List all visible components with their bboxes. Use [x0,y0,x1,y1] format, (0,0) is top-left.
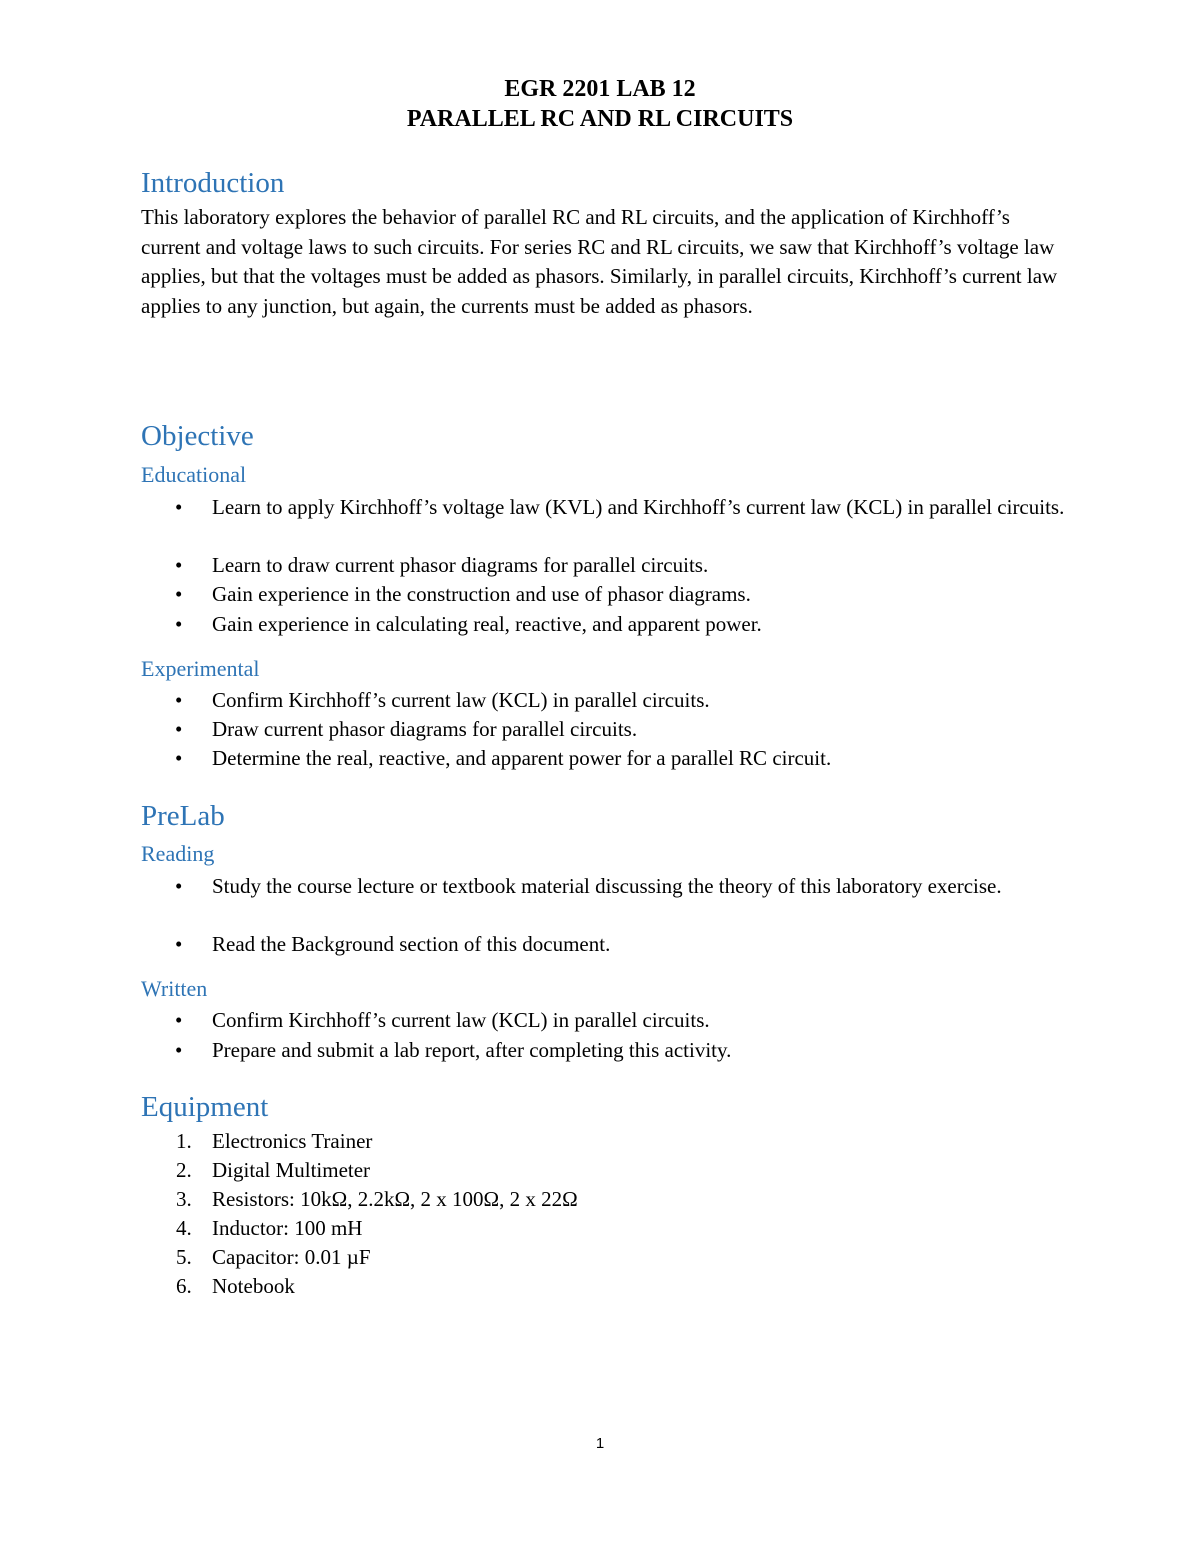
list-item-text: Resistors: 10kΩ, 2.2kΩ, 2 x 100Ω, 2 x 22Ω [212,1187,578,1211]
bullet-icon: • [175,1008,183,1032]
bullet-icon: • [175,1038,183,1062]
list-item-text: Confirm Kirchhoff’s current law (KCL) in parallel circuits. [212,688,710,712]
list-item [141,580,1071,609]
list-item-text: Learn to draw current phasor diagrams for parallel circuits. [212,553,709,577]
equipment-heading: Equipment [141,1091,269,1123]
list-item-text: Inductor: 100 mH [212,1216,363,1240]
list-number: 3. [176,1187,192,1211]
list-item [141,493,1071,522]
introduction-heading: Introduction [141,167,285,199]
page-number: 1 [595,1435,605,1452]
list-item-text: Electronics Trainer [212,1129,373,1153]
list-item [141,551,1071,580]
list-item [141,1156,1071,1185]
bullet-icon: • [175,874,183,898]
list-item [141,1243,1071,1272]
list-item [141,1214,1071,1243]
list-number: 4. [176,1216,192,1240]
list-item-text: Study the course lecture or textbook material discussing the theory of this laboratory exercise. [212,874,1002,898]
list-item-text: Determine the real, reactive, and apparent power for a parallel RC circuit. [212,746,832,770]
reading-subheading: Reading [141,841,215,866]
list-item [141,1036,1071,1065]
introduction-paragraph: This laboratory explores the behavior of parallel RC and RL circuits, and the application of Kirchhoff’s current and voltage laws to such circuits. For series RC and RL circuits, we saw that Kirchhoff’s voltage law applies, but that the voltages must be added as phasors. Similarly, in parallel circuits, Kirchhoff’s current law applies to any junction, but again, the currents must be added as phasors. [141,205,1058,318]
list-item-text: Read the Background section of this document. [212,932,611,956]
list-item-text: Gain experience in the construction and use of phasor diagrams. [212,582,751,606]
list-item [141,610,1071,639]
bullet-icon: • [175,688,183,712]
list-item [141,686,1071,715]
list-item [141,872,1071,901]
list-item-text: Confirm Kirchhoff’s current law (KCL) in parallel circuits. [212,1008,710,1032]
bullet-icon: • [175,612,183,636]
written-subheading: Written [141,976,208,1001]
bullet-icon: • [175,932,183,956]
list-item-text: Notebook [212,1274,295,1298]
list-item [141,1006,1071,1035]
list-number: 5. [176,1245,192,1269]
bullet-icon: • [175,553,183,577]
list-item-text: Gain experience in calculating real, reactive, and apparent power. [212,612,762,636]
list-item-text: Learn to apply Kirchhoff’s voltage law (KVL) and Kirchhoff’s current law (KCL) in parallel circuits. [212,495,1065,519]
bullet-icon: • [175,582,183,606]
prelab-heading: PreLab [141,800,225,832]
objective-heading: Objective [141,420,254,452]
bullet-icon: • [175,717,183,741]
list-item-text: Prepare and submit a lab report, after completing this activity. [212,1038,732,1062]
list-number: 2. [176,1158,192,1182]
list-item-text: Digital Multimeter [212,1158,371,1182]
list-number: 1. [176,1129,192,1153]
list-item [141,930,1071,959]
educational-subheading: Educational [141,462,247,487]
list-item-text: Draw current phasor diagrams for parallel circuits. [212,717,638,741]
list-item-text: Capacitor: 0.01 µF [212,1245,371,1269]
bullet-icon: • [175,495,183,519]
list-item [141,1127,1071,1156]
list-item [141,1185,1071,1214]
document-title-line-1: EGR 2201 LAB 12 [504,76,696,102]
experimental-subheading: Experimental [141,656,260,681]
list-number: 6. [176,1274,192,1298]
list-item [141,715,1071,744]
list-item [141,744,1071,773]
bullet-icon: • [175,746,183,770]
document-title-line-2: PARALLEL RC AND RL CIRCUITS [406,106,794,132]
list-item [141,1272,1071,1301]
